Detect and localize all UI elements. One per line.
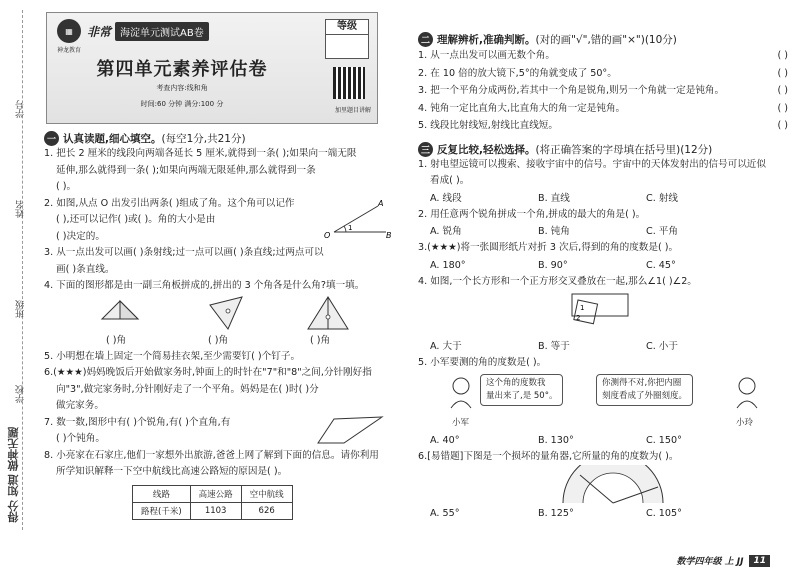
option[interactable]: A. 锐角 xyxy=(430,226,462,237)
text-line: 3.(★★★)将一张圆形纸片对折 3 次后,得到的角的度数是( )。 xyxy=(418,242,679,253)
tf-item: 5. 线段比射线短,射线比直线短。 ( ) xyxy=(418,117,788,135)
text-line: 1. 把长 2 厘米的线段向两端各延长 5 厘米,就得到一条( );如果向一端无限 xyxy=(44,148,357,159)
angle-blank-3[interactable]: ( )角 xyxy=(310,334,331,346)
question-2 xyxy=(44,196,394,246)
section-number: 一 xyxy=(44,131,59,146)
triangle-figure-1 xyxy=(100,297,140,331)
speech-bubble-left: 这个角的度数我 量出来了,是 50°。 xyxy=(480,374,563,406)
cut-line xyxy=(22,10,23,530)
page-footer xyxy=(677,554,771,567)
angle-blank-2[interactable]: ( )角 xyxy=(208,334,229,346)
question-8 xyxy=(44,448,394,520)
triangle-figure-3 xyxy=(306,295,350,333)
mc-question-5 xyxy=(418,355,788,449)
answer-bracket[interactable]: ( ) xyxy=(777,102,788,114)
brand-series: 海淀单元测试AB卷 xyxy=(115,22,209,41)
section-number: 三 xyxy=(418,142,433,157)
footer-subject: 数学四年级 上 JJ xyxy=(676,557,744,567)
dialogue-figure xyxy=(418,372,788,432)
options xyxy=(418,338,788,355)
question-4 xyxy=(44,278,394,349)
point-o-label: O xyxy=(324,230,331,240)
section-3-title xyxy=(418,142,788,157)
text-line: 6.(★★★)妈妈晚饭后开始做家务时,钟面上的时针在"7"和"8"之间,分针刚好指 xyxy=(44,367,372,378)
rectangle-square-figure xyxy=(568,290,632,338)
brand xyxy=(57,19,209,43)
page-number: 11 xyxy=(749,555,770,567)
section-title-text: 理解辨析,准确判断。 xyxy=(437,34,536,46)
option[interactable]: C. 105° xyxy=(646,508,682,519)
table-header: 线路 xyxy=(133,485,191,502)
option[interactable]: C. 45° xyxy=(646,259,676,271)
section-number: 二 xyxy=(418,32,433,47)
question-5 xyxy=(44,349,394,366)
option[interactable]: C. 平角 xyxy=(646,226,678,237)
option[interactable]: B. 直线 xyxy=(538,192,570,204)
table-cell: 路程(千米) xyxy=(133,502,191,519)
question-6 xyxy=(44,365,394,415)
speech-bubble-right: 你测得不对,你把内圈 刻度看成了外圈刻度。 xyxy=(596,374,693,406)
text-line: 2. 如图,从点 O 出发引出两条( )组成了角。这个角可以记作 xyxy=(44,197,295,209)
route-table xyxy=(132,485,293,520)
option[interactable]: B. 130° xyxy=(538,434,574,446)
true-false-list xyxy=(418,47,788,135)
option[interactable]: C. 150° xyxy=(646,434,682,446)
exam-meta: 时间:60 分钟 满分:100 分 xyxy=(140,100,224,108)
option[interactable]: C. 射线 xyxy=(646,192,678,204)
text-line: 8. 小亮家在石家庄,他们一家想外出旅游,爸爸上网了解到下面的信息。请你利用 xyxy=(44,449,379,461)
text-line: 所学知识解释一下空中航线比高速公路短的原因是( )。 xyxy=(56,466,288,477)
text-line: 5. 小军要测的角的度数是( )。 xyxy=(418,357,547,368)
section-note: (将正确答案的字母填在括号里)(12分) xyxy=(535,143,713,156)
section-1-title xyxy=(44,131,394,146)
angle-2-label: 2 xyxy=(576,314,581,322)
text-line: 4. 如图,一个长方形和一个正方形交叉叠放在一起,那么∠1( )∠2。 xyxy=(418,275,697,287)
text-line: 7. 数一数,图形中有( )个锐角,有( )个直角,有 xyxy=(44,416,231,428)
options xyxy=(418,223,788,240)
text-line: 3. 从一点出发可以画( )条射线;过一点可以画( )条直线;过两点可以 xyxy=(44,247,324,258)
spine-label-student-id: 学号 xyxy=(16,100,26,118)
text-line: 4. 下面的图形都是由一副三角板拼成的,拼出的 3 个角各是什么角?填一填。 xyxy=(44,280,365,291)
mc-question-3 xyxy=(418,240,788,274)
spine-label-name: 姓名 xyxy=(16,200,26,218)
angle-1-label: 1 xyxy=(580,304,585,312)
text-line: 画( )条直线。 xyxy=(56,263,115,275)
text-line: ( ),还可以记作( )或( )。角的大小是由 xyxy=(56,214,216,225)
question-7 xyxy=(44,415,394,448)
qr-label: 加里题目讲解 xyxy=(334,107,371,114)
text-line: ( )决定的。 xyxy=(56,230,105,242)
text-line: 延伸,那么就得到一条( );如果向两端无限延伸,那么就得到一条 xyxy=(56,164,316,176)
right-page xyxy=(418,12,788,567)
name-xiaoling: 小玲 xyxy=(736,417,754,428)
mc-question-1 xyxy=(418,157,788,207)
angle-1-label: 1 xyxy=(348,223,353,232)
options xyxy=(418,505,788,522)
left-page xyxy=(44,12,394,567)
spine-label-school: 学校 xyxy=(16,385,26,403)
section-note: (每空1分,共21分) xyxy=(161,133,246,145)
grade-label: 等级 xyxy=(326,20,368,35)
qr-code-icon xyxy=(333,67,365,99)
options xyxy=(418,190,788,207)
exam-header xyxy=(46,12,378,124)
table-header: 高速公路 xyxy=(190,485,241,502)
angle-figure xyxy=(322,198,394,244)
section-title-text: 反复比较,轻松选择。 xyxy=(437,143,536,156)
angle-blank-1[interactable]: ( )角 xyxy=(106,334,127,346)
broken-protractor-figure xyxy=(558,465,668,505)
mc-question-4 xyxy=(418,274,788,356)
exam-scope: 考查内容:线和角 xyxy=(156,84,208,92)
option[interactable]: B. 90° xyxy=(538,259,568,271)
option[interactable]: A. 55° xyxy=(430,508,460,519)
text-line: ( )个钝角。 xyxy=(56,433,105,444)
brand-logo-icon: ▦ xyxy=(57,19,81,43)
answer-bracket[interactable]: ( ) xyxy=(777,67,788,79)
option[interactable]: A. 大于 xyxy=(430,341,462,352)
option[interactable]: B. 125° xyxy=(538,508,574,519)
question-3 xyxy=(44,245,394,278)
option[interactable]: A. 40° xyxy=(430,434,460,446)
text-line: 2. 用任意两个锐角拼成一个角,拼成的最大的角是( )。 xyxy=(418,208,646,220)
table-cell: 626 xyxy=(241,502,292,519)
quadrilateral-figure xyxy=(316,415,386,447)
grade-box xyxy=(325,19,369,59)
tf-item: 4. 钝角一定比直角大,比直角大的角一定是钝角。 ( ) xyxy=(418,100,788,118)
spine-slogan: 得分 知道 做神无题 xyxy=(7,427,20,523)
option[interactable]: B. 钝角 xyxy=(538,226,570,237)
option[interactable]: A. 线段 xyxy=(430,192,462,204)
text-line: 6.[易错题]下图是一个损坏的量角器,它所量的角的度数为( )。 xyxy=(418,450,679,462)
question-1 xyxy=(44,146,394,196)
text-line: 向"3",做完家务时,分针刚好走了一个平角。妈妈是在( )时( )分 xyxy=(56,383,319,395)
answer-bracket[interactable]: ( ) xyxy=(777,50,788,61)
option[interactable]: C. 小于 xyxy=(646,341,678,352)
answer-bracket[interactable]: ( ) xyxy=(777,120,788,131)
options xyxy=(418,432,788,449)
option[interactable]: A. 180° xyxy=(430,259,466,271)
girl-avatar-icon xyxy=(734,376,760,410)
option[interactable]: B. 等于 xyxy=(538,341,570,352)
boy-avatar-icon xyxy=(448,376,474,410)
name-xiaojun: 小军 xyxy=(452,417,470,428)
point-b-label: B xyxy=(386,230,392,240)
tf-item: 2. 在 10 倍的放大镜下,5°的角就变成了 50°。 ( ) xyxy=(418,65,788,83)
table-header: 空中航线 xyxy=(241,485,292,502)
answer-bracket[interactable]: ( ) xyxy=(777,85,788,96)
brand-sub: 神龙教育 xyxy=(57,47,82,54)
mc-question-2 xyxy=(418,207,788,241)
section-note: (对的画"√",错的画"×")(10分) xyxy=(535,34,677,46)
exam-title: 第四单元素养评估卷 xyxy=(96,59,268,80)
triangle-figures xyxy=(44,295,394,349)
text-line: 5. 小明想在墙上固定一个简易挂衣架,至少需要钉( )个钉子。 xyxy=(44,350,301,362)
binding-spine xyxy=(0,0,40,573)
text-line: 1. 射电望远镜可以搜索、接收宇宙中的信号。宇宙中的天体发射出的信号可以近似 xyxy=(418,158,766,170)
text-line: 看成( )。 xyxy=(430,175,470,186)
triangle-figure-2 xyxy=(206,295,246,333)
section-title-text: 认真读题,细心填空。 xyxy=(63,133,162,145)
spine-label-class: 班级 xyxy=(16,300,26,318)
text-line: ( )。 xyxy=(56,181,77,192)
text-line: 做完家务。 xyxy=(56,400,104,411)
tf-item: 3. 把一个平角分成两份,若其中一个角是锐角,则另一个角就一定是钝角。 ( ) xyxy=(418,82,788,100)
mc-question-6 xyxy=(418,449,788,523)
brand-name: 非常 xyxy=(87,24,112,39)
table-cell: 1103 xyxy=(190,502,241,519)
options xyxy=(418,257,788,274)
point-a-label: A xyxy=(378,198,384,208)
tf-item: 1. 从一点出发可以画无数个角。 ( ) xyxy=(418,47,788,65)
section-2-title xyxy=(418,32,788,47)
